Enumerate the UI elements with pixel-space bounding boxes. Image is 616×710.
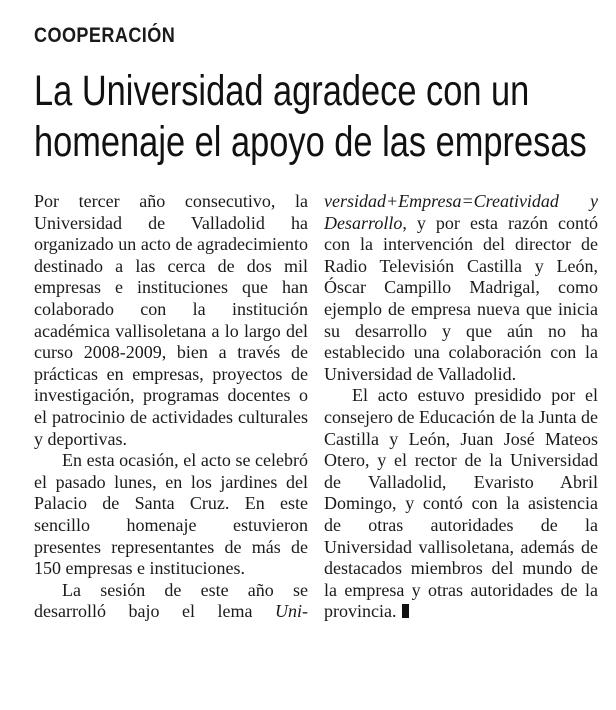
- paragraph-1: Por tercer año consecutivo, la Universidad de Valladolid ha organizado un acto de agradecimiento destinado a las cerca de dos mil empresas e instituciones que han colaborado con la institución académica vallisoletana a lo largo del curso 2008-2009, bien a través de prácticas en empresas, proyectos de investigación, programas docentes o el patrocinio de actividades culturales y deportivas.: [34, 191, 308, 449]
- paragraph-4: [324, 385, 598, 623]
- end-of-article-mark: [402, 604, 409, 618]
- headline-line-1: La Universidad agradece con un: [34, 67, 530, 115]
- paragraph-3-continued: [324, 191, 598, 385]
- paragraph-3-rest: , y por esta razón contó con la intervención del director de Radio Televisión Castilla y León, Óscar Campillo Madrigal, como ejemplo de empresa nueva que inicia su desarrollo y que aún no ha establecido una colaboración con la Universidad de Valladolid.: [324, 212, 598, 384]
- paragraph-2: En esta ocasión, el acto se celebró el pasado lunes, en los jardines del Palacio de Santa Cruz. En este sencillo homenaje estuvieron presentes representantes de más de 150 empresas e instituciones.: [34, 450, 308, 579]
- paragraph-4-text: El acto estuvo presidido por el consejero de Educación de la Junta de Castilla y León, Juan José Mateos Otero, y el rector de la Universidad de Valladolid, Evaristo Abril Domingo, y contó con la asistencia de otras autoridades de la Universidad vallisoletana, además de destacados miembros del mundo de la empresa y otras autoridades de la provincia.: [324, 385, 598, 622]
- motto-end: versidad+Empresa=Creatividad y Desarrollo: [324, 191, 598, 233]
- section-label: COOPERACIÓN: [34, 24, 176, 47]
- headline-line-2: homenaje el apoyo de las empresas: [34, 118, 587, 166]
- article-column-left: [34, 191, 308, 623]
- article-column-right: [324, 191, 598, 623]
- motto-start: Uni-: [275, 601, 308, 622]
- headline: [34, 66, 616, 168]
- paragraph-3-start: [34, 580, 308, 623]
- paragraph-3-text: La sesión de este año se desarrolló bajo el lema: [34, 579, 308, 622]
